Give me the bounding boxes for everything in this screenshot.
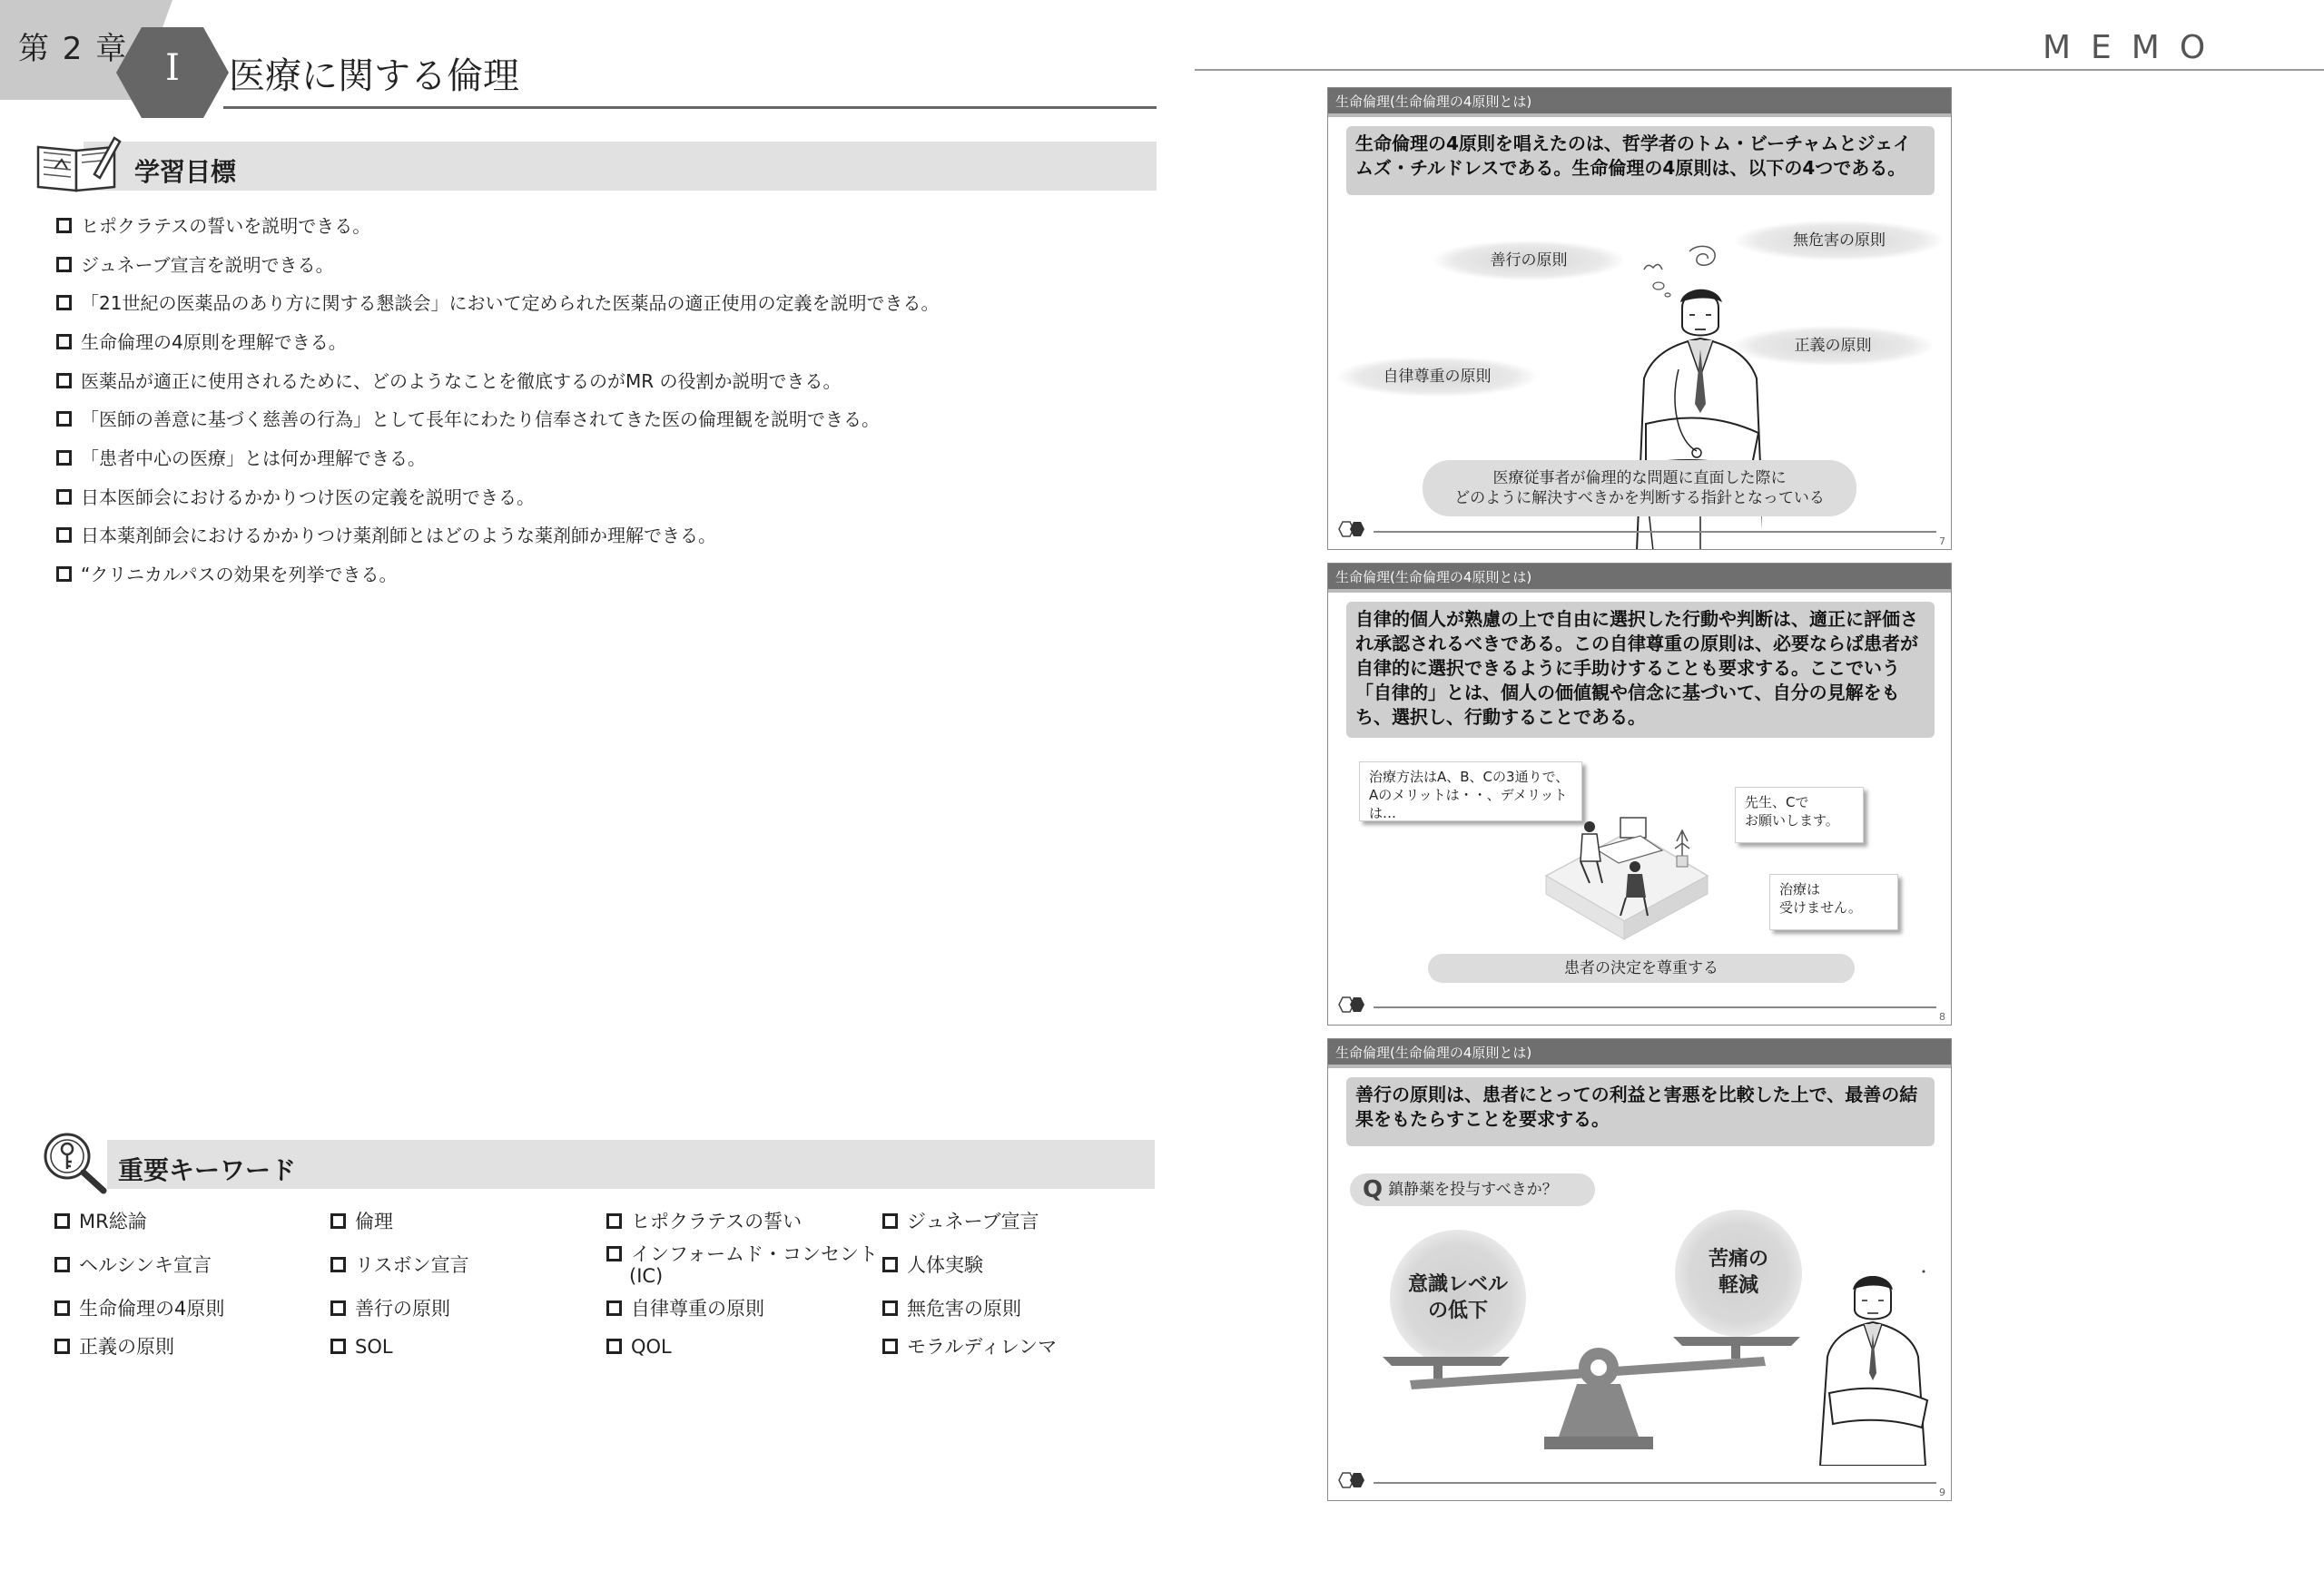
checkbox-icon [56,411,72,427]
keyword-item: ジュネーブ宣言 [882,1211,1039,1232]
checkbox-icon [54,1257,70,1272]
checkbox-icon [54,1300,70,1316]
slide-header-underline [1328,589,1951,593]
objective-item: ヒポクラテスの誓いを説明できる。 [56,215,370,237]
principle-autonomy: 自律尊重の原則 [1337,357,1537,397]
slide-header-underline [1328,1065,1951,1068]
checkbox-icon [56,373,72,388]
keyword-item: QOL [606,1336,672,1358]
objective-item: 医薬品が適正に使用されるために、どのようなことを徹底するのがMR の役割か説明できる。 [56,370,842,392]
magnifier-key-icon [38,1129,109,1194]
checkbox-icon [330,1300,346,1316]
keyword-item: 自律尊重の原則 [606,1298,764,1320]
objective-item: ジュネーブ宣言を説明できる。 [56,254,334,276]
keyword-item: 生命倫理の4原則 [54,1298,224,1320]
checkbox-icon [56,489,72,505]
keyword-item: 人体実験 [882,1254,983,1276]
memo-title: MEMO [2043,29,2226,66]
checkbox-icon [56,295,72,310]
principle-justice: 正義の原則 [1733,326,1933,366]
question-pill [1350,1173,1595,1206]
checkbox-icon [56,334,72,349]
keyword-item: リスボン宣言 [330,1254,469,1276]
slide-logo-icon [1337,1471,1368,1489]
keyword-item: 無危害の原則 [882,1298,1021,1320]
checkbox-icon [56,450,72,466]
slide-header-underline [1328,113,1951,117]
checkbox-icon [54,1339,70,1354]
guideline-line-1: 医療従事者が倫理的な問題に直面した際に [1492,469,1787,487]
section-number: I [165,47,180,89]
slide-logo-icon [1337,996,1368,1014]
slide-8 [1327,563,1952,1026]
keyword-item: 正義の原則 [54,1336,174,1358]
checkbox-icon [882,1339,898,1354]
slide-footer-line [1374,531,1936,533]
left-circle-line-2: の低下 [1427,1300,1488,1322]
objective-item: 「21世紀の医薬品のあり方に関する懇談会」において定められた医薬品の適正使用の定義を説明できる。 [56,292,939,314]
objective-item: “クリニカルパスの効果を列挙できる。 [56,564,398,585]
guideline-line-2: どのように解決すべきかを判断する指針となっている [1454,489,1825,507]
slide-header-text: 生命倫理(生命倫理の4原則とは) [1335,1045,1532,1061]
checkbox-icon [56,218,72,233]
slide-9 [1327,1038,1952,1501]
slide-footer-line [1374,1482,1936,1484]
checkbox-icon [56,257,72,272]
principle-nonmaleficence: 無危害の原則 [1735,221,1944,260]
pain-relief-circle [1675,1210,1802,1337]
section-title-rule [223,106,1157,109]
checkbox-icon [330,1339,346,1354]
objective-item: 生命倫理の4原則を理解できる。 [56,331,347,353]
slide-header-text: 生命倫理(生命倫理の4原則とは) [1335,569,1532,585]
question-q-mark: Q [1363,1176,1384,1203]
keyword-item: 倫理 [330,1211,393,1232]
slide-guideline-pill [1423,460,1856,516]
keyword-item: ヘルシンキ宣言 [54,1254,212,1276]
balance-scale-illustration [1383,1330,1800,1457]
keyword-item: ヒポクラテスの誓い [606,1211,802,1232]
section-title: 医療に関する倫理 [229,55,519,97]
checkbox-icon [330,1213,346,1229]
left-circle-line-1: 意識レベル [1407,1273,1508,1296]
objective-item: 「患者中心の医療」とは何か理解できる。 [56,447,426,469]
keyword-item: 善行の原則 [330,1298,450,1320]
checkbox-icon [882,1213,898,1229]
slide-page-number: 8 [1939,1011,1945,1023]
right-circle-line-1: 苦痛の [1708,1248,1768,1271]
objectives-title: 学習目標 [134,157,237,187]
keyword-item: モラルディレンマ [882,1336,1057,1358]
slide-logo-icon [1337,520,1368,538]
objectives-band [84,142,1157,191]
slide-summary-box: 善行の原則は、患者にとっての利益と害悪を比較した上で、最善の結果をもたらすことを要求する。 [1346,1077,1935,1146]
checkbox-icon [54,1213,70,1229]
doctor-note-line-1: 治療方法はA、B、Cの3通りで、 [1369,769,1570,785]
keyword-item: インフォームド・コンセント (IC) [606,1243,878,1287]
doctor-note-line-2: Aのメリットは・・、デメリットは… [1369,787,1568,821]
keyword-item: SOL [330,1336,393,1358]
doctor-arms-crossed-illustration [1818,1266,1936,1466]
checkbox-icon [606,1339,622,1354]
checkbox-icon [606,1213,622,1229]
slide-page-number: 9 [1939,1487,1945,1498]
slide-summary-box: 自律的個人が熟慮の上で自由に選択した行動や判断は、適正に評価され承認されるべきである。この自律尊重の原則は、必要ならば患者が自律的に選択できるように手助けすることも要求する。ここでいう「自律的」とは、個人の価値観や信念に基づいて、自分の見解をもち、選択し、行動することである。 [1346,602,1935,738]
objective-item: 「医師の善意に基づく慈善の行為」として長年にわたり信奉されてきた医の倫理観を説明できる。 [56,408,880,430]
consultation-room-illustration [1541,790,1713,945]
checkbox-icon [606,1246,622,1261]
slide-header-text: 生命倫理(生命倫理の4原則とは) [1335,93,1532,110]
question-text: 鎮静薬を投与すべきか？ [1388,1181,1558,1199]
checkbox-icon [56,566,72,582]
objective-item: 日本医師会におけるかかりつけ医の定義を説明できる。 [56,486,535,508]
checkbox-icon [606,1300,622,1316]
patient-b-note-line-1: 治療は [1779,881,1821,898]
objective-item: 日本薬剤師会におけるかかりつけ薬剤師とはどのような薬剤師か理解できる。 [56,525,716,546]
slide-page-number: 7 [1939,535,1945,547]
slide-footer-line [1374,1006,1936,1008]
checkbox-icon [56,527,72,543]
keyword-item: MR総論 [54,1211,147,1232]
patient-a-note-line-2: お願いします。 [1745,812,1839,829]
patient-b-speech-note [1769,874,1898,930]
keywords-title: 重要キーワード [118,1155,297,1185]
checkbox-icon [330,1257,346,1272]
checkbox-icon [882,1300,898,1316]
principle-beneficence: 善行の原則 [1433,240,1624,280]
open-book-icon [34,132,122,194]
patient-a-speech-note [1735,787,1864,843]
chapter-label: 第 2 章 [18,31,129,67]
respect-decision-pill: 患者の決定を尊重する [1428,954,1855,983]
slide-7 [1327,87,1952,550]
memo-rule [1195,69,2324,71]
patient-a-note-line-1: 先生、Cで [1745,794,1809,810]
checkbox-icon [882,1257,898,1272]
patient-b-note-line-2: 受けません。 [1779,899,1862,916]
right-circle-line-2: 軽減 [1718,1274,1758,1297]
keyword-ic-suffix: (IC) [629,1265,664,1287]
slide-summary-box: 生命倫理の4原則を唱えたのは、哲学者のトム・ビーチャムとジェイムズ・チルドレスである。生命倫理の4原則は、以下の4つである。 [1346,126,1935,195]
